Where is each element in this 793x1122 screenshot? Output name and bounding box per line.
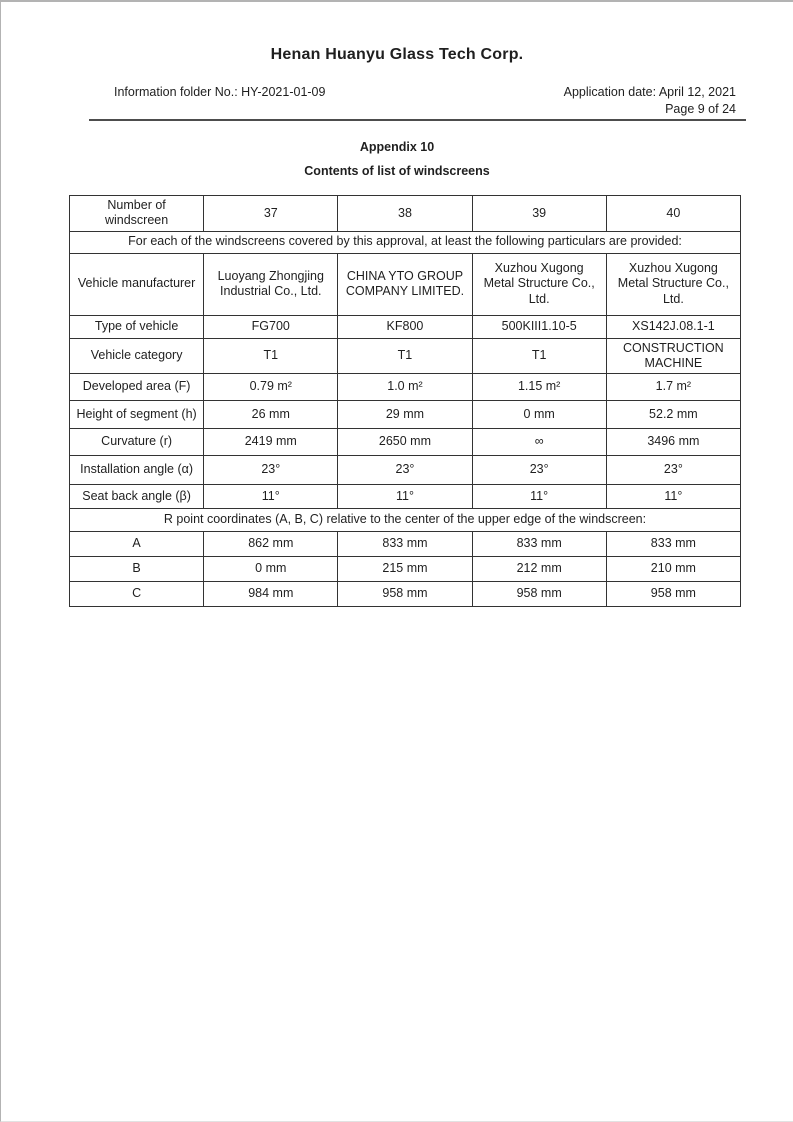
value-cell: KF800 xyxy=(338,315,472,338)
table-row-height-of-segment xyxy=(70,401,741,429)
value-cell: 40 xyxy=(606,196,740,232)
value-cell: Luoyang Zhongjing Industrial Co., Ltd. xyxy=(204,253,338,315)
appendix-title: Appendix 10 xyxy=(359,140,435,154)
value-cell: 37 xyxy=(204,196,338,232)
row-label-cell: Installation angle (α) xyxy=(70,456,204,485)
value-cell: Xuzhou Xugong Metal Structure Co., Ltd. xyxy=(472,253,606,315)
table-row-note xyxy=(70,509,741,532)
value-cell: 500KIII1.10-5 xyxy=(472,315,606,338)
value-cell: 958 mm xyxy=(472,582,606,607)
table-row-coordinate-c xyxy=(70,582,741,607)
row-label-cell: B xyxy=(70,557,204,582)
value-cell: CONSTRUCTION MACHINE xyxy=(606,338,740,374)
value-cell: ∞ xyxy=(472,429,606,456)
company-title: Henan Huanyu Glass Tech Corp. xyxy=(270,46,524,63)
row-label-cell: Vehicle manufacturer xyxy=(70,253,204,315)
row-label-cell: C xyxy=(70,582,204,607)
value-cell: T1 xyxy=(338,338,472,374)
row-label-cell: Number of windscreen xyxy=(70,196,204,232)
value-cell: 958 mm xyxy=(606,582,740,607)
table-row-type-of-vehicle xyxy=(70,315,741,338)
value-cell: CHINA YTO GROUP COMPANY LIMITED. xyxy=(338,253,472,315)
value-cell: 958 mm xyxy=(338,582,472,607)
table-row-vehicle-category xyxy=(70,338,741,374)
table-row-seat-back-angle xyxy=(70,485,741,509)
value-cell: 23° xyxy=(338,456,472,485)
row-label-cell: Developed area (F) xyxy=(70,374,204,401)
value-cell: 833 mm xyxy=(472,532,606,557)
table-row-vehicle-manufacturer xyxy=(70,253,741,315)
value-cell: 23° xyxy=(472,456,606,485)
table-row-curvature xyxy=(70,429,741,456)
value-cell: 0.79 m² xyxy=(204,374,338,401)
value-cell: 26 mm xyxy=(204,401,338,429)
value-cell: T1 xyxy=(204,338,338,374)
table-row-coordinate-b xyxy=(70,557,741,582)
value-cell: 11° xyxy=(204,485,338,509)
value-cell: 833 mm xyxy=(606,532,740,557)
note-cell: R point coordinates (A, B, C) relative to the center of the upper edge of the windscreen: xyxy=(70,509,741,532)
value-cell: 1.7 m² xyxy=(606,374,740,401)
value-cell: 23° xyxy=(606,456,740,485)
value-cell: 11° xyxy=(606,485,740,509)
value-cell: 11° xyxy=(338,485,472,509)
value-cell: 23° xyxy=(204,456,338,485)
value-cell: 2419 mm xyxy=(204,429,338,456)
windscreen-table xyxy=(69,195,741,607)
value-cell: 984 mm xyxy=(204,582,338,607)
value-cell: 1.0 m² xyxy=(338,374,472,401)
document-header xyxy=(89,85,746,121)
application-date: Application date: April 12, 2021 xyxy=(563,85,736,99)
value-cell: 38 xyxy=(338,196,472,232)
row-label-cell: Curvature (r) xyxy=(70,429,204,456)
value-cell: XS142J.08.1-1 xyxy=(606,315,740,338)
info-folder-number: Information folder No.: HY-2021-01-09 xyxy=(114,85,326,99)
value-cell: FG700 xyxy=(204,315,338,338)
value-cell: 11° xyxy=(472,485,606,509)
value-cell: 0 mm xyxy=(472,401,606,429)
value-cell: 862 mm xyxy=(204,532,338,557)
table-row-number-of-windscreen xyxy=(70,196,741,232)
page-number: Page 9 of 24 xyxy=(665,102,736,116)
value-cell: 29 mm xyxy=(338,401,472,429)
table-title: Contents of list of windscreens xyxy=(304,164,490,178)
value-cell: 52.2 mm xyxy=(606,401,740,429)
table-row-note xyxy=(70,231,741,253)
note-cell: For each of the windscreens covered by this approval, at least the following particulars are provided: xyxy=(70,231,741,253)
value-cell: 3496 mm xyxy=(606,429,740,456)
row-label-cell: A xyxy=(70,532,204,557)
row-label-cell: Vehicle category xyxy=(70,338,204,374)
value-cell: 39 xyxy=(472,196,606,232)
value-cell: 1.15 m² xyxy=(472,374,606,401)
table-row-installation-angle xyxy=(70,456,741,485)
row-label-cell: Seat back angle (β) xyxy=(70,485,204,509)
document-header-line1 xyxy=(89,85,746,99)
value-cell: 833 mm xyxy=(338,532,472,557)
table-row-developed-area xyxy=(70,374,741,401)
value-cell: 0 mm xyxy=(204,557,338,582)
value-cell: 212 mm xyxy=(472,557,606,582)
row-label-cell: Type of vehicle xyxy=(70,315,204,338)
value-cell: 210 mm xyxy=(606,557,740,582)
row-label-cell: Height of segment (h) xyxy=(70,401,204,429)
value-cell: 215 mm xyxy=(338,557,472,582)
table-row-coordinate-a xyxy=(70,532,741,557)
value-cell: 2650 mm xyxy=(338,429,472,456)
value-cell: T1 xyxy=(472,338,606,374)
value-cell: Xuzhou Xugong Metal Structure Co., Ltd. xyxy=(606,253,740,315)
